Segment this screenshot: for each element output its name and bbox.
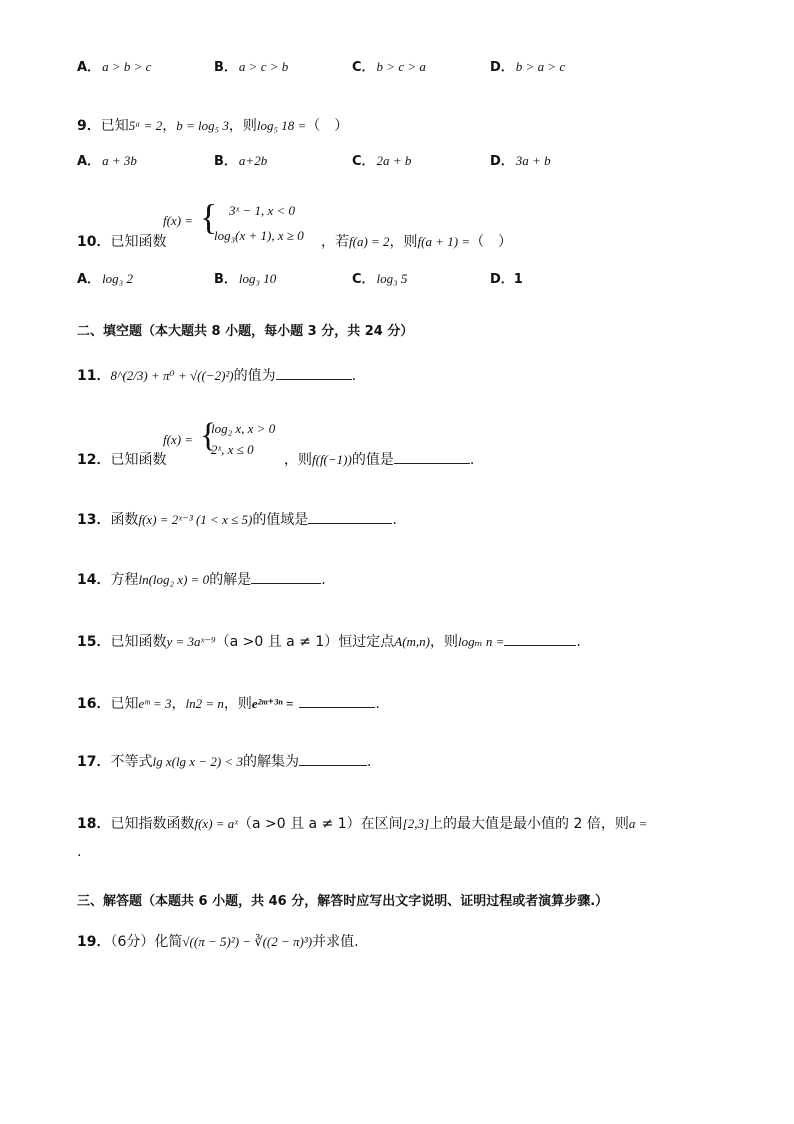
section-2-heading: 二、填空题（本大题共 8 小题，每小题 3 分，共 24 分） xyxy=(77,324,414,339)
question-18-end: . xyxy=(77,844,82,860)
question-12-tail: ，则f(f(−1))的值是 . xyxy=(284,452,475,468)
q10-case-1: 3ˣ − 1, x < 0 xyxy=(229,203,295,218)
section-3-heading: 三、解答题（本题共 6 小题，共 46 分，解答时应写出文字说明、证明过程或者演算步骤.） xyxy=(77,894,609,909)
q12-case-2: 2ˣ, x ≤ 0 xyxy=(211,442,254,457)
question-10-lead: 10．已知函数 xyxy=(77,234,167,250)
question-12-lead: 12．已知函数 xyxy=(77,452,167,468)
question-14: 14．方程ln(log₂ x) = 0的解是 . xyxy=(77,572,326,588)
answer-blank[interactable] xyxy=(299,753,367,766)
answer-blank[interactable] xyxy=(276,367,352,380)
q10-option-b: B． log₃ 10 xyxy=(214,271,277,287)
answer-blank[interactable] xyxy=(299,695,375,708)
q9-option-b: B． a+2b xyxy=(214,153,268,169)
question-13: 13．函数f(x) = 2ˣ⁻³ (1 < x ≤ 5)的值域是 . xyxy=(77,512,397,528)
q12-fx: f(x) = xyxy=(163,432,194,447)
answer-blank[interactable] xyxy=(504,633,576,646)
q8-option-a: A． a > b > c xyxy=(77,59,152,75)
question-15: 15．已知函数y = 3aˣ⁻⁹（a >0 且 a ≠ 1）恒过定点A(m,n)，则logₘ n = . xyxy=(77,634,581,650)
q9-option-c: C． 2a + b xyxy=(352,153,412,169)
q9-option-d: D． 3a + b xyxy=(490,153,551,169)
question-19: 19．（6分）化简√((π − 5)²) − ∛((2 − π)³)并求值. xyxy=(77,934,359,950)
q10-option-c: C． log₃ 5 xyxy=(352,271,408,287)
question-11: 11．8^(2/3) + π⁰ + √((−2)²)的值为 . xyxy=(77,368,357,384)
q8-option-d: D． b > a > c xyxy=(490,59,566,75)
q9-option-a: A． a + 3b xyxy=(77,153,137,169)
q12-case-1: log₂ x, x > 0 xyxy=(211,421,276,436)
question-17: 17．不等式lg x(lg x − 2) < 3的解集为 . xyxy=(77,754,372,770)
q10-fx: f(x) = xyxy=(163,213,194,228)
question-16: 16．已知eᵐ = 3，ln2 = n，则e²ᵐ⁺³ⁿ = . xyxy=(77,696,380,712)
question-9: 9．已知5ᵃ = 2，b = log₅ 3，则log₅ 18 =（ ） xyxy=(77,118,349,134)
answer-blank[interactable] xyxy=(251,571,321,584)
q10-option-a: A． log₃ 2 xyxy=(77,271,133,287)
q8-option-b: B． a > c > b xyxy=(214,59,289,75)
q10-brace: { xyxy=(200,197,218,237)
answer-blank[interactable] xyxy=(394,451,470,464)
q8-option-c: C． b > c > a xyxy=(352,59,426,75)
question-10-tail: ，若f(a) = 2，则f(a + 1) =（ ） xyxy=(321,234,513,250)
q10-case-2: log₃(x + 1), x ≥ 0 xyxy=(214,228,304,243)
q12-brace: { xyxy=(200,417,217,454)
answer-blank[interactable] xyxy=(308,511,392,524)
question-18: 18．已知指数函数f(x) = aˣ（a >0 且 a ≠ 1）在区间[2,3]上的最大值是最小值的 2 倍，则a = xyxy=(77,816,648,832)
q10-option-d: D．1 xyxy=(490,272,523,287)
